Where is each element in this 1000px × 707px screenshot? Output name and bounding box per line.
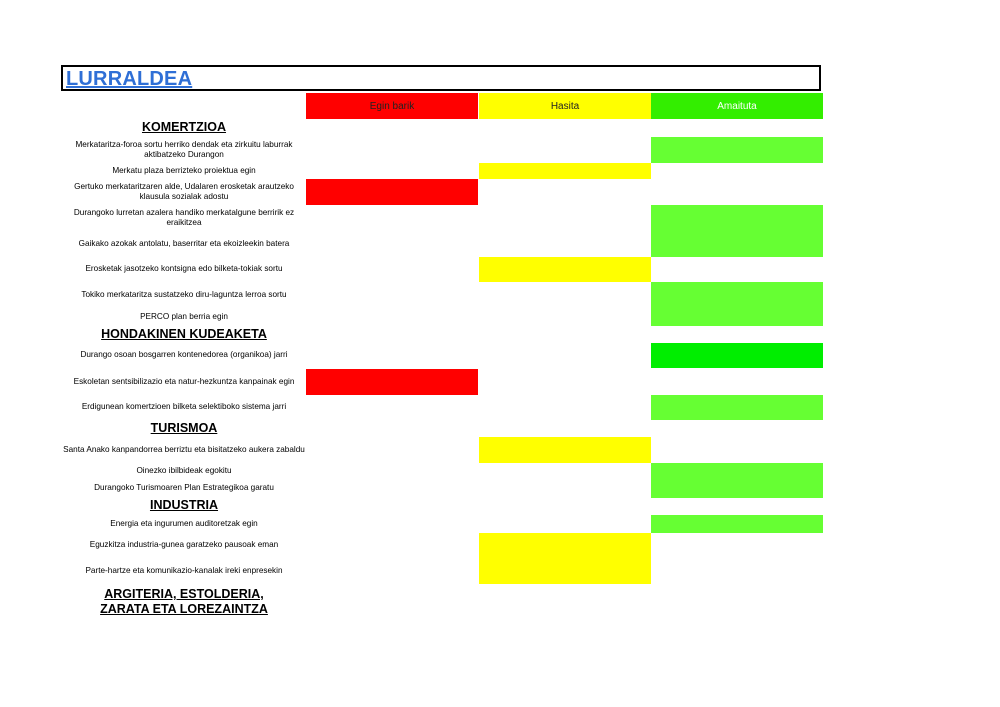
status-cell-finished: [651, 395, 823, 420]
list-item: Erdigunean komertzioen bilketa selektiboko sistema jarri: [81, 402, 287, 412]
list-item: Gertuko merkataritzaren alde, Udalaren erosketak arautzeko klausula sozialak adostu: [74, 181, 294, 201]
title-box: [61, 65, 821, 91]
status-cell-started: [479, 163, 651, 179]
list-item: Eguzkitza industria-gunea garatzeko pausoak eman: [89, 540, 279, 550]
list-item: Durango osoan bosgarren kontenedorea (organikoa) jarri: [80, 350, 288, 360]
status-cell-started: [479, 558, 651, 584]
list-item: Durangoko lurretan azalera handiko merkatalgune berririk ez eraikitzea: [73, 207, 295, 227]
status-cell-finished: [651, 205, 823, 231]
list-item: Durangoko Turismoaren Plan Estrategikoa garatu: [94, 483, 274, 493]
status-cell-started: [479, 437, 651, 463]
list-item: Gaikako azokak antolatu, baserritar eta ekoizleekin batera: [78, 238, 290, 248]
status-cell-finished: [651, 282, 823, 308]
status-cell-finished: [651, 343, 823, 368]
list-item: Parte-hartze eta komunikazio-kanalak ireki enpresekin: [85, 565, 283, 575]
status-cell-not-started: [306, 179, 478, 205]
list-item: Energia eta ingurumen auditoretzak egin: [110, 518, 258, 528]
section-title-hondakinak: HONDAKINEN KUDEAKETA: [101, 327, 267, 341]
page-title: LURRALDEA: [66, 68, 193, 90]
header-started: Hasita: [479, 93, 651, 119]
list-item: Eskoletan sentsibilizazio eta natur-hezkuntza kanpainak egin: [73, 376, 295, 386]
status-cell-started: [479, 533, 651, 558]
list-item: PERCO plan berria egin: [140, 311, 228, 321]
status-cell-finished: [651, 137, 823, 163]
section-title-argiteria: ARGITERIA, ESTOLDERIA, ZARATA ETA LOREZAINTZA: [100, 587, 268, 616]
status-cell-finished: [651, 479, 823, 498]
header-not-started: Egin barik: [306, 93, 478, 119]
status-cell-finished: [651, 515, 823, 533]
list-item: Merkataritza-foroa sortu herriko dendak eta zirkuitu laburrak aktibatzeko Durangon: [75, 139, 293, 159]
section-title-industria: INDUSTRIA: [149, 498, 219, 512]
list-item: Oinezko ibilbideak egokitu: [136, 465, 232, 475]
status-cell-finished: [651, 231, 823, 257]
status-cell-started: [479, 257, 651, 282]
section-title-komertzioa: KOMERTZIOA: [141, 120, 227, 134]
header-finished: Amaituta: [651, 93, 823, 119]
status-cell-finished: [651, 463, 823, 479]
list-item: Merkatu plaza berrizteko proiektua egin: [112, 165, 256, 175]
status-cell-finished: [651, 308, 823, 326]
list-item: Tokiko merkataritza sustatzeko diru-laguntza lerroa sortu: [81, 289, 287, 299]
list-item: Santa Anako kanpandorrea berriztu eta bisitatzeko aukera zabaldu: [63, 444, 305, 454]
list-item: Erosketak jasotzeko kontsigna edo bilketa-tokiak sortu: [85, 264, 283, 274]
status-cell-not-started: [306, 369, 478, 395]
section-title-turismoa: TURISMOA: [150, 421, 218, 435]
